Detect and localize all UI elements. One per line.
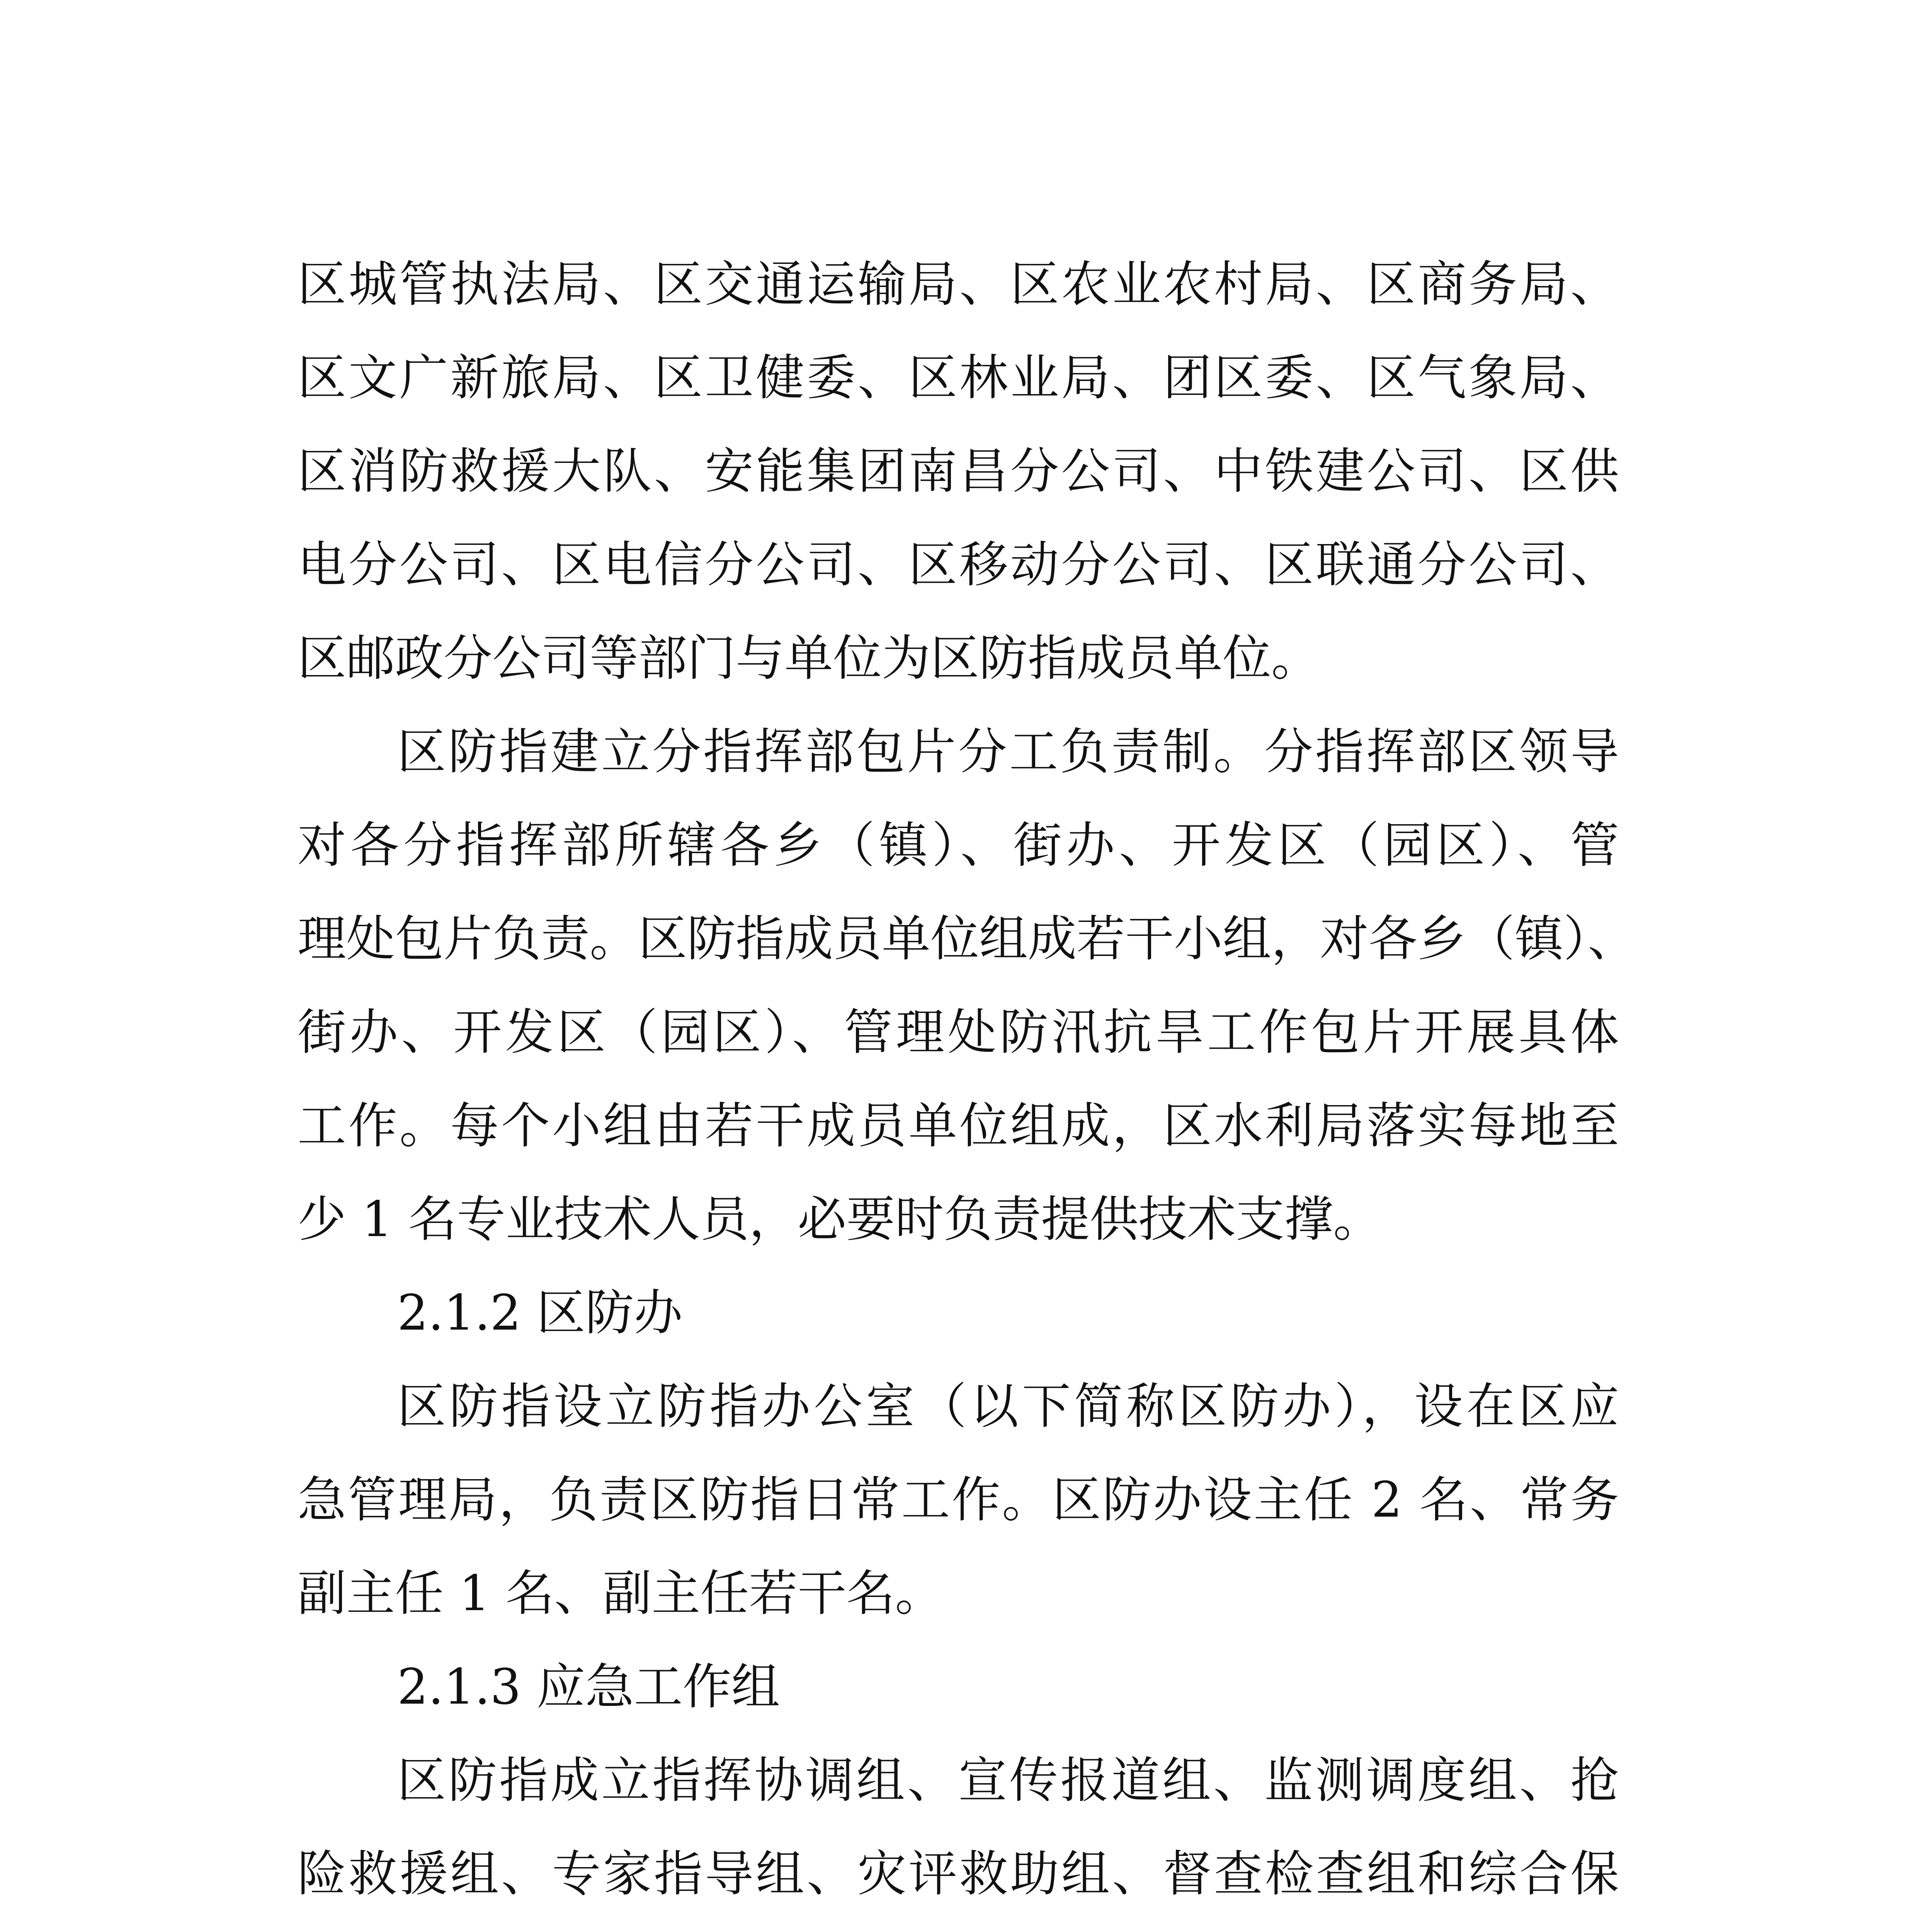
document-body — [298, 238, 1636, 1932]
text-line — [298, 1921, 1619, 1932]
text-line: 区防指建立分指挥部包片分工负责制。分指挥部区领导 — [397, 723, 1619, 780]
text-line: 电分公司、区电信分公司、区移动分公司、区联通分公司、 — [298, 536, 1619, 593]
text-line: 区邮政分公司等部门与单位为区防指成员单位。 — [298, 630, 1320, 687]
text-line: 险救援组、专家指导组、灾评救助组、督查检查组和综合保 — [298, 1845, 1619, 1902]
text-line: 区防指设立防指办公室（以下简称区防办），设在区应 — [397, 1378, 1619, 1435]
text-line: 副主任 1 名、副主任若干名。 — [298, 1565, 944, 1622]
text-line: 急管理局，负责区防指日常工作。区防办设主任 2 名、常务 — [298, 1471, 1619, 1528]
text-line: 工作。每个小组由若干成员单位组成，区水利局落实每地至 — [298, 1097, 1619, 1154]
text-line: 街办、开发区（园区）、管理处防汛抗旱工作包片开展具体 — [298, 1004, 1619, 1061]
text-line: 区城管执法局、区交通运输局、区农业农村局、区商务局、 — [298, 256, 1619, 313]
text-line: 2.1.2 区防办 — [397, 1284, 683, 1341]
text-line: 区文广新旅局、区卫健委、区林业局、团区委、区气象局、 — [298, 349, 1619, 406]
text-line: 2.1.3 应急工作组 — [397, 1658, 780, 1715]
text-line: 对各分指挥部所辖各乡（镇）、街办、开发区（园区）、管 — [298, 817, 1619, 874]
text-line: 少 1 名专业技术人员，必要时负责提供技术支撑。 — [298, 1191, 1382, 1248]
text-line: 理处包片负责。区防指成员单位组成若干小组，对各乡（镇）、 — [298, 910, 1636, 967]
text-line: 区防指成立指挥协调组、宣传报道组、监测调度组、抢 — [397, 1752, 1619, 1809]
text-line: 区消防救援大队、安能集团南昌分公司、中铁建公司、区供 — [298, 443, 1619, 500]
